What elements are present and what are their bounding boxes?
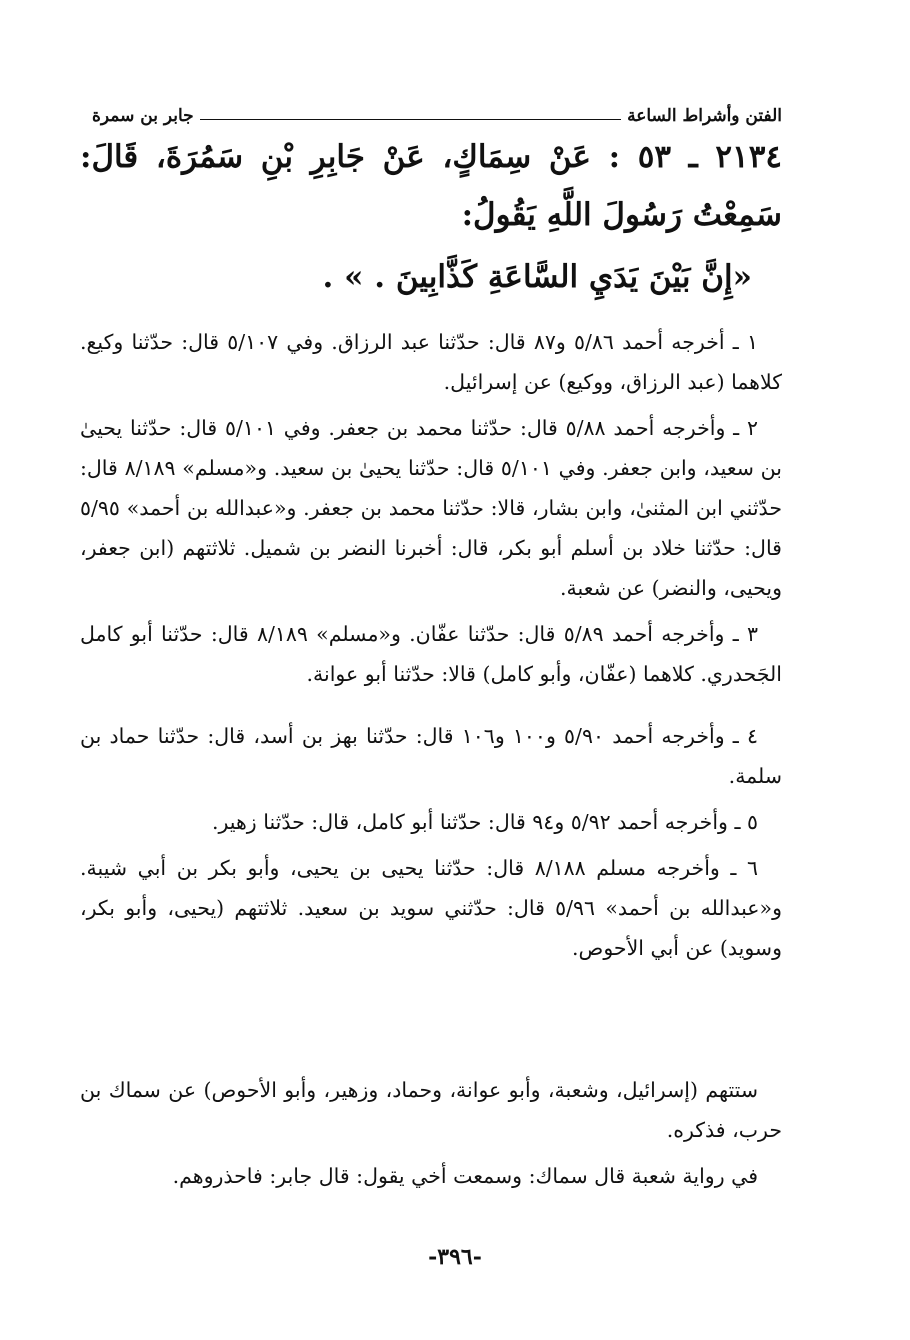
hadith-matn: «إِنَّ بَيْنَ يَدَيِ السَّاعَةِ كَذَّابِينَ . » . [322, 259, 752, 295]
running-header [92, 96, 782, 126]
note-paragraph: ٤ ـ وأخرجه أحمد ٥/٩٠ و١٠٠ و١٠٦ قال: حدّثنا بهز بن أسد، قال: حدّثنا حماد بن سلمة. [80, 724, 782, 788]
takhrij-notes [80, 322, 782, 974]
note-paragraph: ٦ ـ وأخرجه مسلم ٨/١٨٨ قال: حدّثنا يحيى بن يحيى، وأبو بكر بن أبي شيبة. و«عبدالله بن أحمد» ٥/٩٦ قال: حدّثني سويد بن سعيد. ثلاثتهم (يحيى، وأبو بكر، وسويد) عن أبي الأحوص. [80, 856, 782, 960]
running-header-book-title: الفتن وأشراط الساعة [627, 106, 782, 126]
note-paragraph: ٢ ـ وأخرجه أحمد ٥/٨٨ قال: حدّثنا محمد بن جعفر. وفي ٥/١٠١ قال: حدّثنا يحيىٰ بن سعيد، وابن جعفر. وفي ٥/١٠١ قال: حدّثنا يحيىٰ بن سعيد. و«مسلم» ٨/١٨٩ قال: حدّثني ابن المثنىٰ، وابن بشار، قالا: حدّثنا محمد بن جعفر. و«عبدالله بن أحمد» ٥/٩٥ قال: حدّثنا خلاد بن أسلم أبو بكر، قال: أخبرنا النضر بن شميل. ثلاثتهم (ابن جعفر، ويحيى، والنضر) عن شعبة. [80, 416, 782, 600]
header-rule [200, 119, 621, 120]
summary-paragraph: في رواية شعبة قال سماك: وسمعت أخي يقول: قال جابر: فاحذروهم. [172, 1164, 758, 1188]
note-paragraph: ٥ ـ وأخرجه أحمد ٥/٩٢ و٩٤ قال: حدّثنا أبو كامل، قال: حدّثنا زهير. [211, 810, 758, 834]
running-header-section-title: جابر بن سمرة [92, 106, 194, 126]
page-number: -٣٩٦- [428, 1244, 482, 1270]
hadith-isnad: ٢١٣٤ ـ ٥٣ : عَنْ سِمَاكٍ، عَنْ جَابِرِ بْنِ سَمُرَةَ، قَالَ: سَمِعْتُ رَسُولَ اللَّهِ يَقُولُ: [80, 139, 783, 233]
note-paragraph: ١ ـ أخرجه أحمد ٥/٨٦ و٨٧ قال: حدّثنا عبد الرزاق. وفي ٥/١٠٧ قال: حدّثنا وكيع. كلاهما (عبد الرزاق، ووكيع) عن إسرائيل. [80, 330, 782, 394]
summary-notes [80, 1070, 782, 1202]
summary-paragraph: ستتهم (إسرائيل، وشعبة، وأبو عوانة، وحماد، وزهير، وأبو الأحوص) عن سماك بن حرب، فذكره. [80, 1078, 782, 1142]
note-paragraph: ٣ ـ وأخرجه أحمد ٥/٨٩ قال: حدّثنا عفّان. و«مسلم» ٨/١٨٩ قال: حدّثنا أبو كامل الجَحدري. كلاهما (عفّان، وأبو كامل) قالا: حدّثنا أبو عوانة. [80, 622, 782, 686]
hadith-text [80, 128, 782, 306]
